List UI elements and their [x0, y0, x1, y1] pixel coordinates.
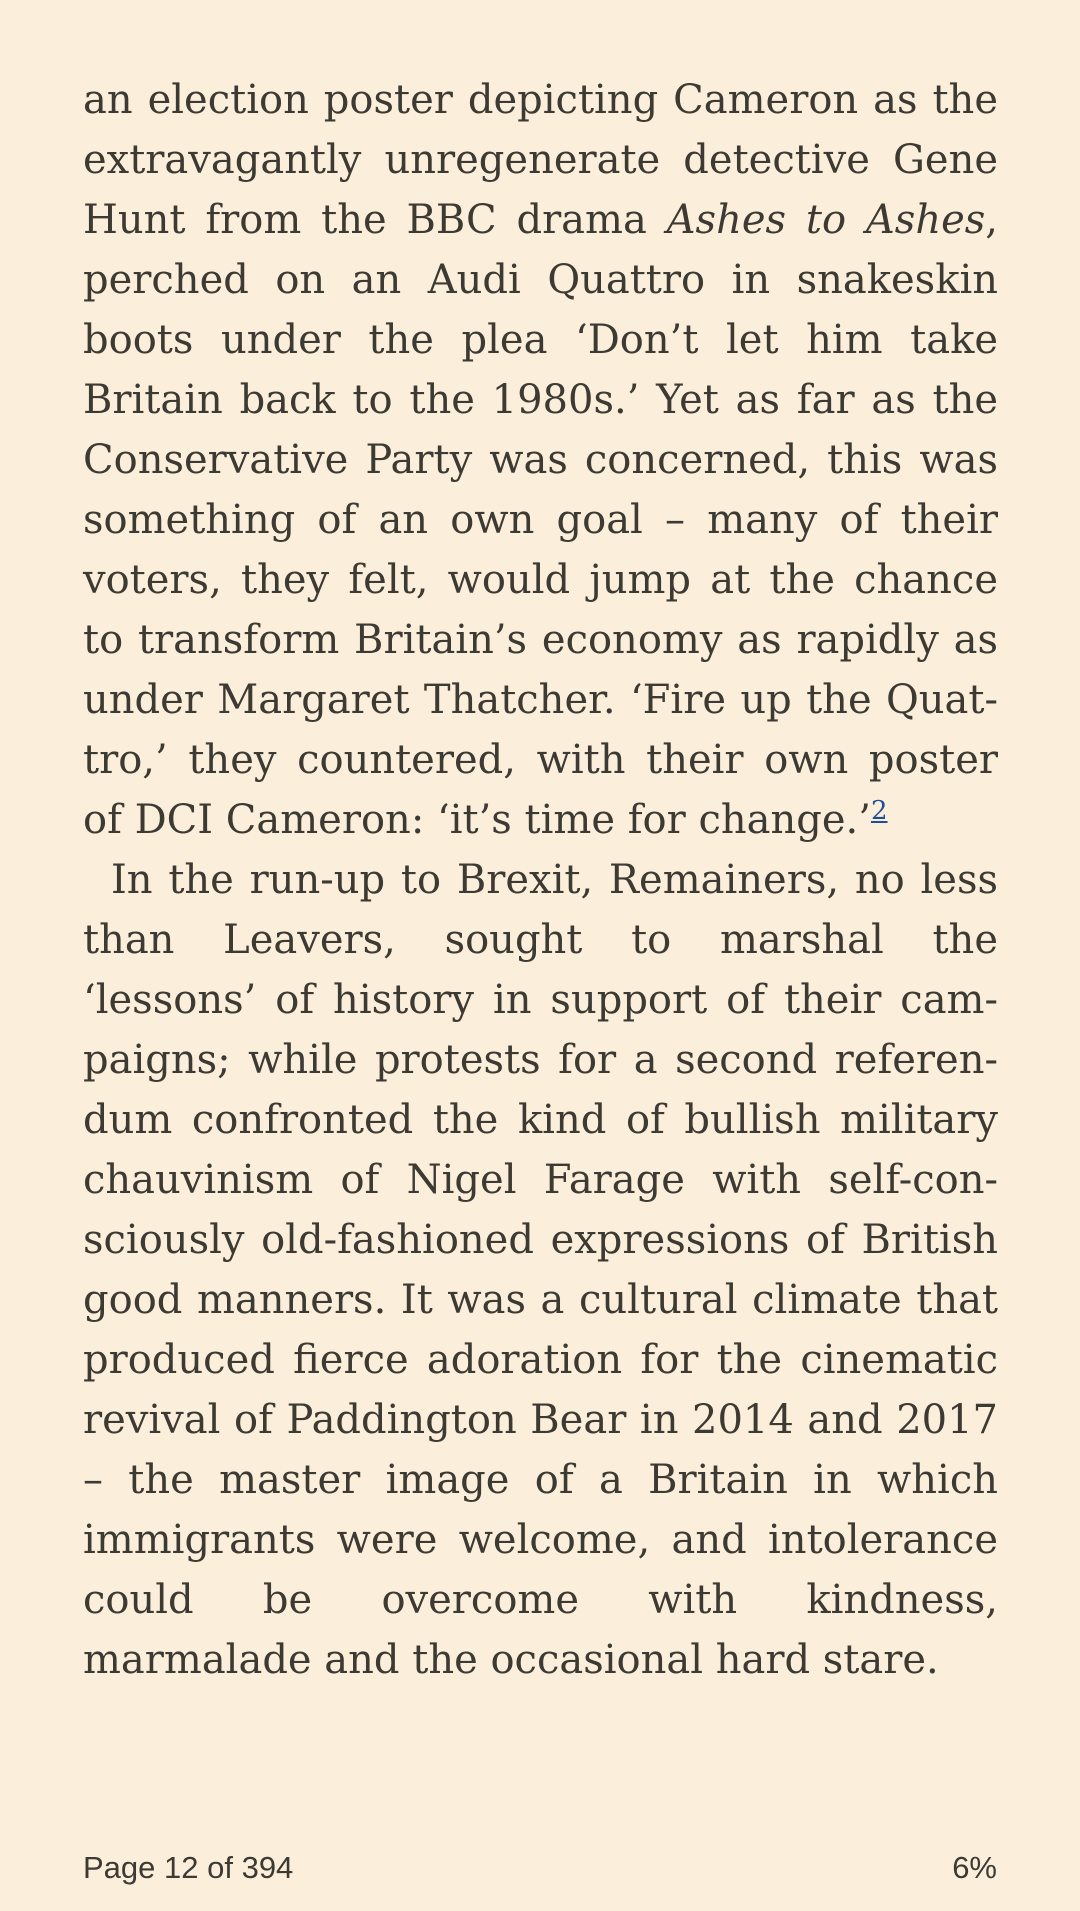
footnote-link[interactable]: 2 — [870, 796, 888, 826]
page-indicator: Page 12 of 394 — [83, 1850, 294, 1885]
book-text — [83, 70, 998, 1690]
reader-footer — [83, 1850, 997, 1890]
paragraph-2: In the run-up to Brexit, Remainers, no less than Leavers, sought to marshal the ‘lessons’ of history in support of their campaigns; while protests for a second referendum confronted the kind of bullish military chauvinism of Nigel Farage with self-consciously old-fashioned expressions of British good manners. It was a cultural climate that produced fierce adoration for the cinematic revival of Paddington Bear in 2014 and 2017 – the master image of a Britain in which immigrants were welcome, and intolerance could be overcome with kindness, marmalade and the occasional hard stare. — [83, 857, 998, 1683]
italic-title: Ashes to Ashes — [666, 197, 986, 243]
paragraph-1 — [83, 70, 998, 850]
paragraph-1-text-end: , perched on an Audi Quattro in snakeskin boots under the plea ‘Don’t let him take Britain back to the 1980s.’ Yet as far as the Conservative Party was concerned, this was something of an own goal – many of their voters, they felt, would jump at the chance to transform Britain’s economy as rapidly as under Margaret Thatcher. ‘Fire up the Quattro,’ they countered, with their own poster of DCI Cameron: ‘it’s time for change.’ — [83, 197, 998, 843]
paragraph-1-text-start: an election poster depicting Cameron as the extravagantly unregenerate detective Gene Hunt from the BBC drama — [83, 77, 998, 243]
reading-progress: 6% — [952, 1850, 997, 1885]
